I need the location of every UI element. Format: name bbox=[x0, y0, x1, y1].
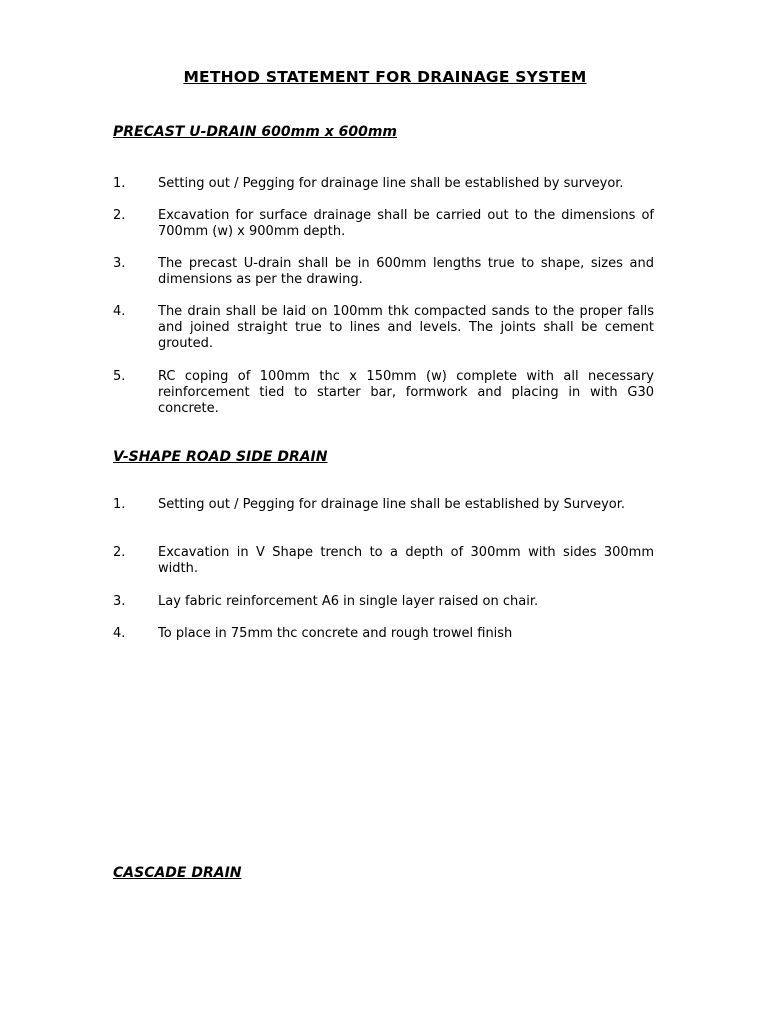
section-heading-precast-u-drain: PRECAST U-DRAIN 600mm x 600mm bbox=[113, 124, 398, 140]
list-item-text: Setting out / Pegging for drainage line shall be established by surveyor. bbox=[158, 176, 624, 191]
list-item bbox=[113, 208, 654, 240]
list-item bbox=[113, 497, 654, 513]
list-item-text: Setting out / Pegging for drainage line shall be established by Surveyor. bbox=[158, 497, 626, 512]
list-item bbox=[113, 256, 654, 288]
section-heading-cascade-drain: CASCADE DRAIN bbox=[113, 865, 242, 881]
list-item-number: 5. bbox=[113, 369, 126, 384]
list-item-text: The precast U-drain shall be in 600mm lengths true to shape, sizes and dimensions as per the drawing. bbox=[158, 256, 654, 288]
section-heading-v-shape-road-side-drain: V-SHAPE ROAD SIDE DRAIN bbox=[113, 449, 328, 465]
list-item-text: Excavation for surface drainage shall be carried out to the dimensions of 700mm (w) x 900mm depth. bbox=[158, 208, 654, 240]
list-item-text: RC coping of 100mm thc x 150mm (w) complete with all necessary reinforcement tied to starter bar, formwork and placing in with G30 concrete. bbox=[158, 369, 654, 417]
list-item bbox=[113, 594, 654, 610]
list-item-number: 1. bbox=[113, 176, 126, 191]
list-item bbox=[113, 369, 654, 418]
list-item-number: 1. bbox=[113, 497, 126, 512]
list-item-number: 2. bbox=[113, 545, 126, 560]
list-item-number: 3. bbox=[113, 256, 126, 271]
list-item-number: 3. bbox=[113, 594, 126, 609]
list-item bbox=[113, 304, 654, 353]
list-item-text: Lay fabric reinforcement A6 in single layer raised on chair. bbox=[158, 594, 539, 609]
list-item bbox=[113, 626, 654, 642]
list-item-number: 4. bbox=[113, 626, 126, 641]
list-item bbox=[113, 545, 654, 577]
list-item-text: Excavation in V Shape trench to a depth of 300mm with sides 300mm width. bbox=[158, 545, 654, 577]
list-item-text: To place in 75mm thc concrete and rough trowel finish bbox=[158, 626, 513, 641]
list-item-number: 2. bbox=[113, 208, 126, 223]
list-item bbox=[113, 176, 654, 192]
list-item-number: 4. bbox=[113, 304, 126, 319]
document-title: METHOD STATEMENT FOR DRAINAGE SYSTEM bbox=[183, 68, 587, 86]
list-item-text: The drain shall be laid on 100mm thk compacted sands to the proper falls and joined straight true to lines and levels. The joints shall be cement grouted. bbox=[158, 304, 654, 352]
